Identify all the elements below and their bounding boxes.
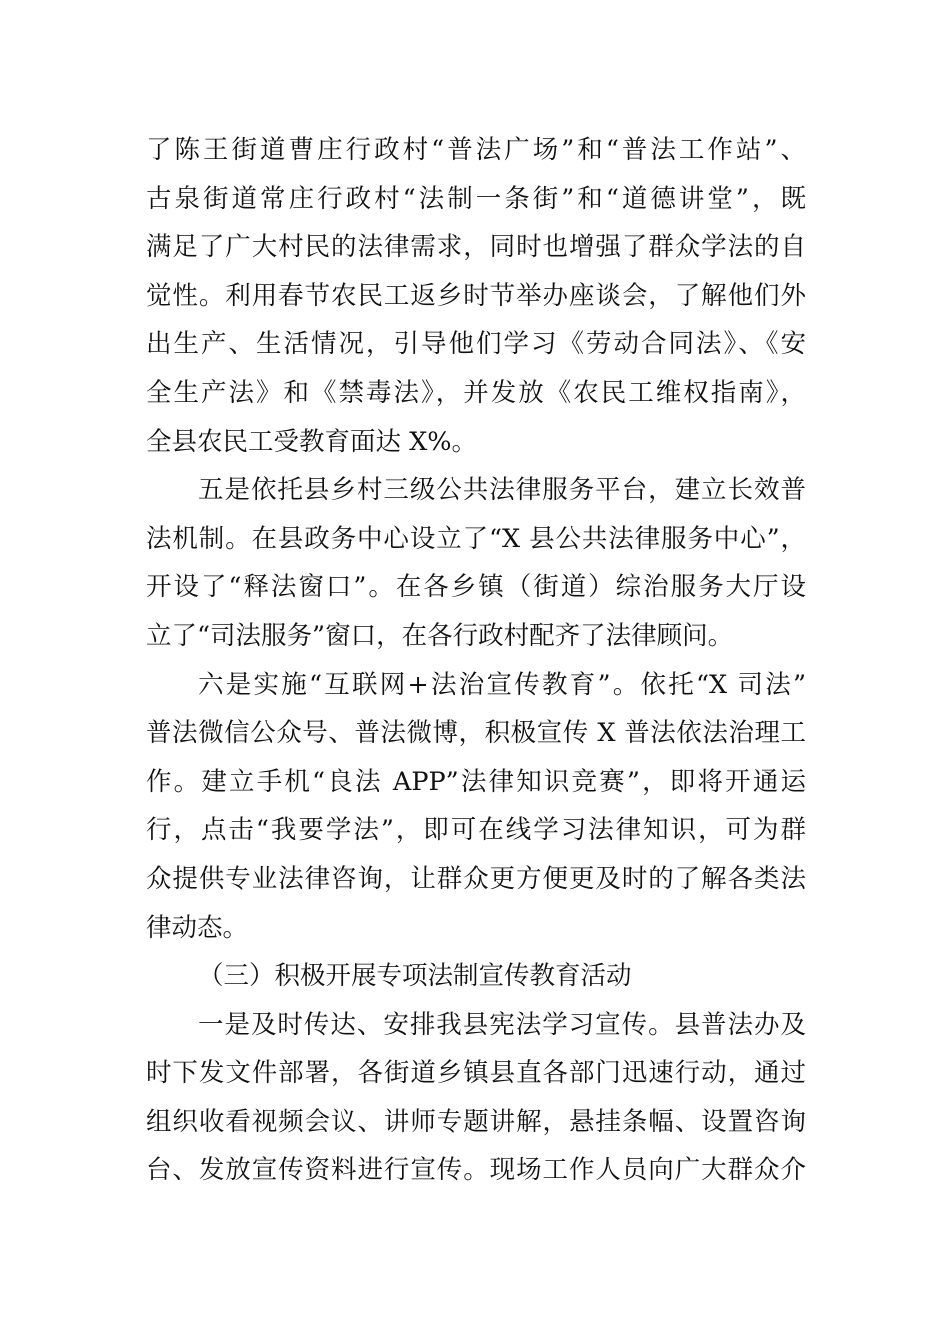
text-line: 觉性。利用春节农民工返乡时节举办座谈会，了解他们外 [146, 280, 806, 311]
text-line: 律动态。 [146, 912, 249, 943]
text-line: 众提供专业法律咨询，让群众更方便更及时的了解各类法 [146, 863, 806, 894]
text-line: 法机制。在县政务中心设立了“X 县公共法律服务中心”， [146, 523, 806, 554]
document-body [146, 126, 806, 1195]
text-line: 开设了“释法窗口”。在各乡镇（街道）综治服务大厅设 [146, 572, 806, 603]
text-line: 作。建立手机“良法 APP”法律知识竞赛”，即将开通运 [146, 766, 806, 797]
text-line: 全生产法》和《禁毒法》，并发放《农民工维权指南》， [146, 377, 806, 408]
text-line: 立了“司法服务”窗口，在各行政村配齐了法律顾问。 [146, 620, 734, 651]
section-heading: （三）积极开展专项法制宣传教育活动 [198, 961, 632, 992]
text-line: 台、发放宣传资料进行宣传。现场工作人员向广大群众介 [146, 1155, 806, 1186]
text-line: 全县农民工受教育面达 X%。 [146, 426, 477, 457]
text-line: 时下发文件部署，各街道乡镇县直各部门迅速行动，通过 [146, 1058, 806, 1089]
text-line: 古泉街道常庄行政村“法制一条街”和“道德讲堂”，既 [146, 183, 806, 214]
text-line: 普法微信公众号、普法微博，积极宣传 X 普法依法治理工 [146, 718, 806, 749]
paragraph-start-line: 一是及时传达、安排我县宪法学习宣传。县普法办及 [198, 1009, 806, 1040]
text-line: 出生产、生活情况，引导他们学习《劳动合同法》、《安 [146, 329, 806, 360]
text-line: 组织收看视频会议、讲师专题讲解，悬挂条幅、设置咨询 [146, 1106, 806, 1137]
text-line: 满足了广大村民的法律需求，同时也增强了群众学法的自 [146, 232, 806, 263]
text-line: 行，点击“我要学法”，即可在线学习法律知识，可为群 [146, 815, 806, 846]
paragraph-start-line: 六是实施“互联网+法治宣传教育”。依托“X 司法” [198, 669, 806, 700]
paragraph-start-line: 五是依托县乡村三级公共法律服务平台，建立长效普 [198, 475, 806, 506]
text-line: 了陈王街道曹庄行政村“普法广场”和“普法工作站”、 [146, 135, 806, 165]
